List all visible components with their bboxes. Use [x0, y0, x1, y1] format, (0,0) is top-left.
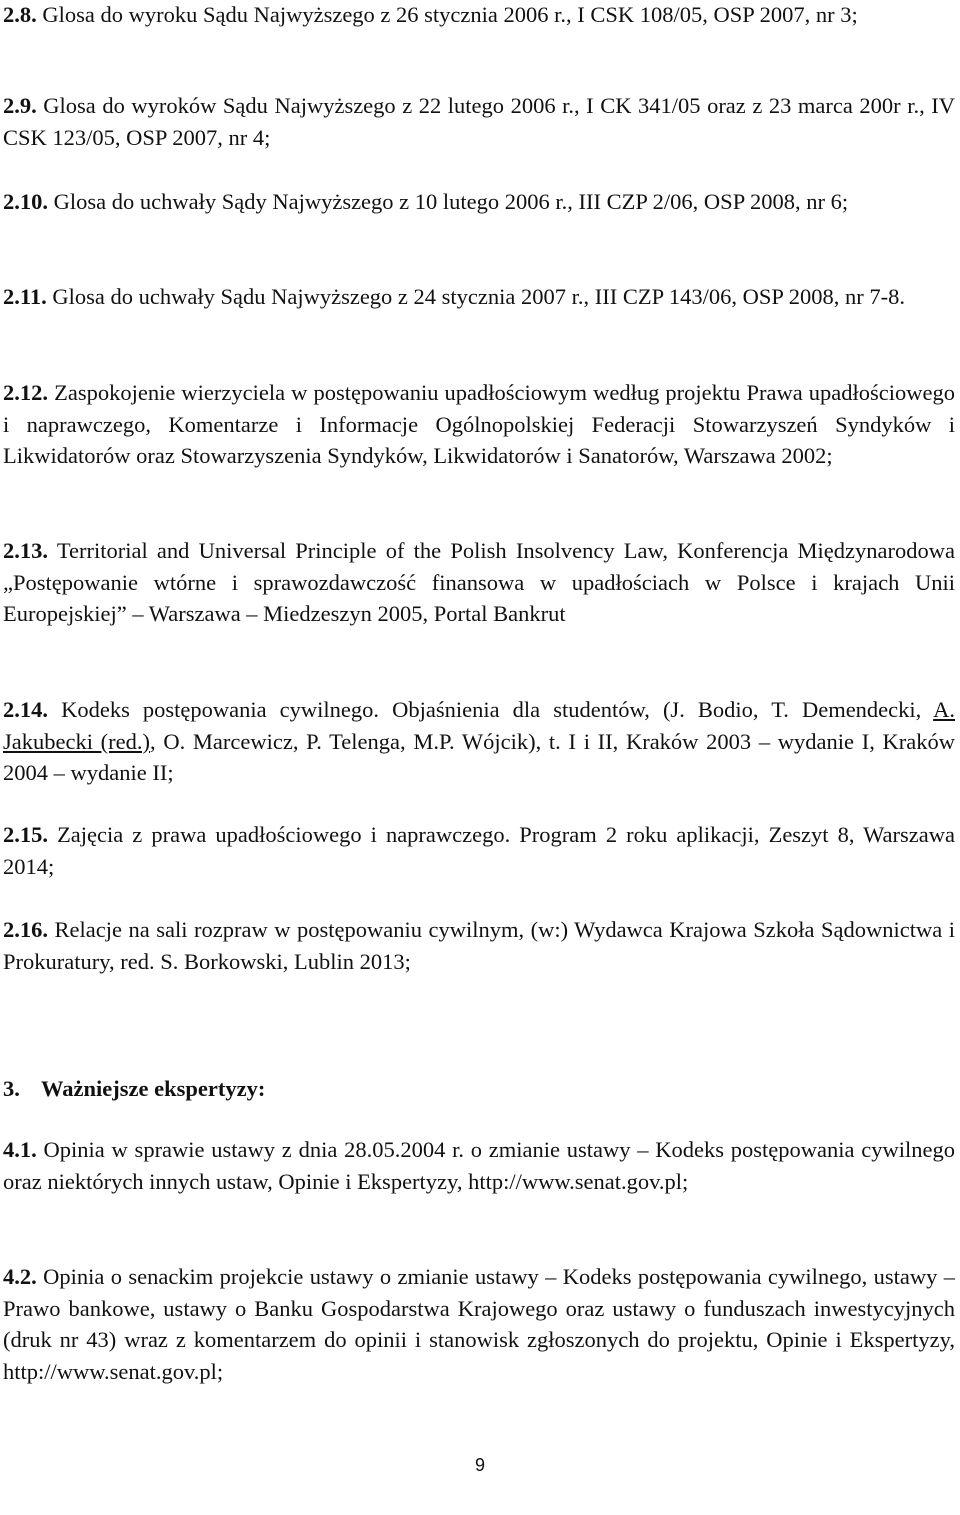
entry-text: Kodeks postępowania cywilnego. Objaśnienia dla studentów, (J. Bodio, T. Demendecki, [61, 697, 934, 722]
page-number: 9 [474, 1455, 485, 1475]
bibliography-entry-2-9 [3, 90, 955, 153]
section-title: Ważniejsze ekspertyzy: [41, 1076, 266, 1101]
entry-text: Zajęcia z prawa upadłościowego i naprawczego. Program 2 roku aplikacji, Zeszyt 8, Warszawa 2014; [3, 822, 955, 879]
entry-text: Glosa do uchwały Sądu Najwyższego z 24 stycznia 2007 r., III CZP 143/06, OSP 2008, nr 7-8. [52, 284, 905, 309]
entry-text: Opinia o senackim projekcie ustawy o zmianie ustawy – Kodeks postępowania cywilnego, ustawy – Prawo bankowe, ustawy o Banku Gospodarstwa Krajowego oraz ustawy o funduszach inwestycyjnych (druk nr 43) wraz z komentarzem do opinii i stanowisk zgłoszonych do projektu, Opinie i Ekspertyzy, http://www.senat.gov.pl; [3, 1264, 956, 1384]
entry-text-underlined: A. Jakubecki (red.) [3, 697, 955, 754]
section-number: 3. [3, 1076, 20, 1101]
entry-number: 2.9. [3, 93, 37, 118]
bibliography-entry-2-8 [3, 0, 955, 31]
entry-text: Glosa do wyroków Sądu Najwyższego z 22 lutego 2006 r., I CK 341/05 oraz z 23 marca 200r r., IV CSK 123/05, OSP 2007, nr 4; [3, 93, 955, 150]
bibliography-entry-2-10 [3, 186, 955, 218]
entry-number: 4.2. [3, 1264, 37, 1289]
entry-text: Relacje na sali rozpraw w postępowaniu cywilnym, (w:) Wydawca Krajowa Szkoła Sądownictwa i Prokuratury, red. S. Borkowski, Lublin 2013; [3, 917, 955, 974]
entry-text: Glosa do uchwały Sądy Najwyższego z 10 lutego 2006 r., III CZP 2/06, OSP 2008, nr 6; [53, 189, 849, 214]
entry-text: , O. Marcewicz, P. Telenga, M.P. Wójcik), t. I i II, Kraków 2003 – wydanie I, Kraków 2004 – wydanie II; [3, 728, 955, 785]
expertise-entry-4-2 [3, 1261, 955, 1387]
bibliography-entry-2-13 [3, 535, 955, 630]
entry-number: 2.10. [3, 189, 48, 214]
entry-number: 2.13. [3, 538, 48, 563]
entry-text: Territorial and Universal Principle of the Polish Insolvency Law, Konferencja Międzynarodowa „Postępowanie wtórne i sprawozdawczość finansowa w upadłościach w Polsce i krajach Unii Europejskiej” – Warszawa – Miedzeszyn 2005, Portal Bankrut [3, 538, 955, 626]
section-heading [3, 1073, 955, 1105]
entry-number: 2.11. [3, 284, 47, 309]
entry-number: 2.16. [3, 917, 48, 942]
bibliography-entry-2-12 [3, 377, 955, 472]
bibliography-entry-2-15 [3, 819, 955, 882]
bibliography-entry-2-16 [3, 914, 955, 977]
entry-text: Opinia w sprawie ustawy z dnia 28.05.2004 r. o zmianie ustawy – Kodeks postępowania cywilnego oraz niektórych innych ustaw, Opinie i Ekspertyzy, http://www.senat.gov.pl; [3, 1137, 955, 1194]
entry-text: Zaspokojenie wierzyciela w postępowaniu upadłościowym według projektu Prawa upadłościowego i naprawczego, Komentarze i Informacje Ogólnopolskiej Federacji Stowarzyszeń Syndyków i Likwidatorów oraz Stowarzyszenia Syndyków, Likwidatorów i Sanatorów, Warszawa 2002; [3, 380, 956, 468]
expertise-entry-4-1 [3, 1134, 955, 1197]
entry-text: Glosa do wyroku Sądu Najwyższego z 26 stycznia 2006 r., I CSK 108/05, OSP 2007, nr 3; [42, 2, 858, 27]
bibliography-entry-2-11 [3, 281, 955, 313]
entry-number: 2.8. [3, 2, 37, 27]
entry-number: 4.1. [3, 1137, 37, 1162]
entry-number: 2.14. [3, 697, 48, 722]
bibliography-entry-2-14 [3, 694, 955, 789]
entry-number: 2.12. [3, 380, 48, 405]
entry-number: 2.15. [3, 822, 48, 847]
